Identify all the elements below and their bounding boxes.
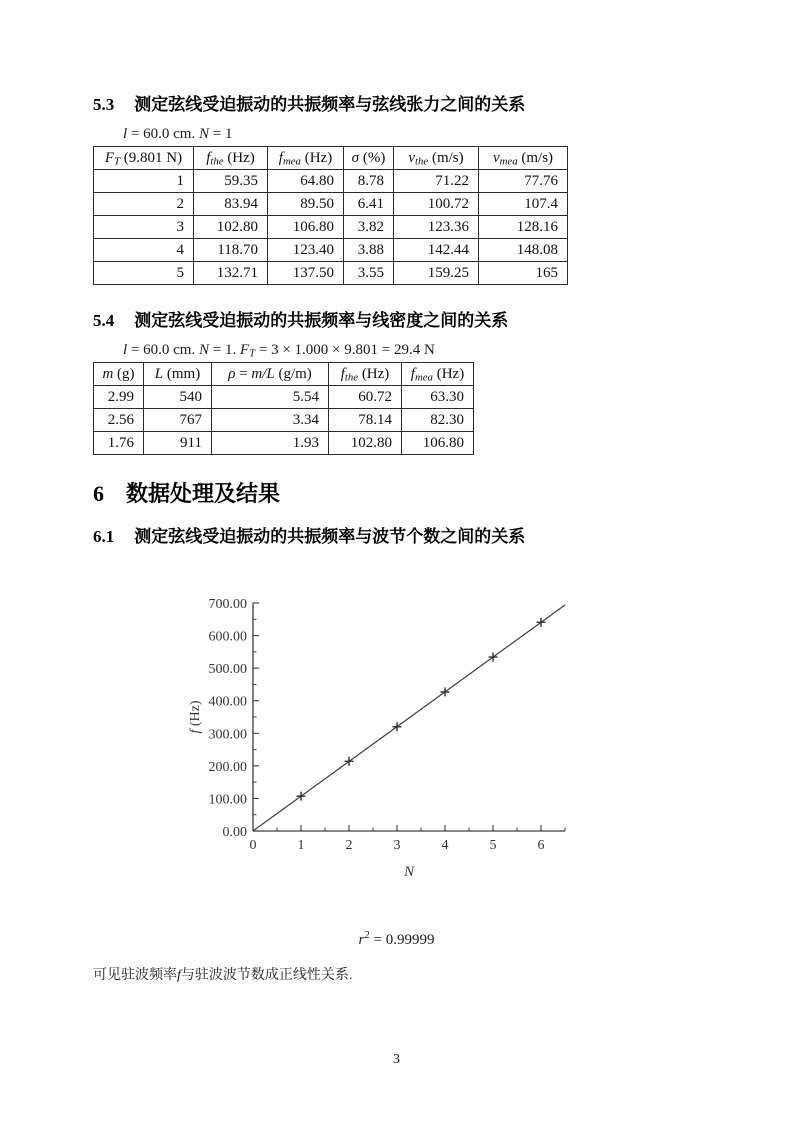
- frequency-vs-nodes-chart: [185, 588, 605, 888]
- conclusion-text: 可见驻波频率f与驻波波节数成正线性关系.: [93, 968, 353, 983]
- table-cell: 102.80: [329, 432, 402, 455]
- table-cell: 2: [94, 193, 194, 216]
- table-cell: 123.36: [394, 216, 479, 239]
- column-header: $f_{mea}$ (Hz): [402, 363, 474, 386]
- svg-text:500.00: 500.00: [208, 662, 247, 678]
- column-header: $f_{mea}$ (Hz): [268, 147, 344, 170]
- svg-text:0: 0: [249, 838, 257, 853]
- svg-text:400.00: 400.00: [208, 694, 247, 710]
- column-header: $f_{the}$ (Hz): [329, 363, 402, 386]
- table-cell: 1.93: [212, 432, 329, 455]
- svg-text:6: 6: [537, 838, 545, 853]
- table-row: [94, 170, 568, 193]
- column-header: $v_{the}$ (m/s): [394, 147, 479, 170]
- table-cell: 148.08: [479, 239, 568, 262]
- section-heading-6: [93, 477, 280, 508]
- svg-text:2: 2: [345, 838, 353, 853]
- table-cell: 137.50: [268, 262, 344, 285]
- table-cell: 128.16: [479, 216, 568, 239]
- table-cell: 71.22: [394, 170, 479, 193]
- table-header-row: [94, 363, 474, 386]
- table-cell: 165: [479, 262, 568, 285]
- page-number: 3: [393, 1052, 400, 1067]
- svg-text:300.00: 300.00: [208, 727, 247, 743]
- column-header: L (mm): [144, 363, 212, 386]
- condition-line-5-3: l = 60.0 cm. N = 1: [123, 126, 233, 142]
- table-cell: 3.34: [212, 409, 329, 432]
- section-heading-5-3: [93, 90, 525, 115]
- tension-frequency-table: [93, 146, 568, 285]
- table-cell: 5.54: [212, 386, 329, 409]
- column-header: σ (%): [344, 147, 394, 170]
- table-cell: 1.76: [94, 432, 144, 455]
- table-cell: 2.99: [94, 386, 144, 409]
- section-number: 6.1: [93, 527, 115, 546]
- condition-line-5-4: l = 60.0 cm. N = 1. $F_T = 3 \times 1.000 \times 9.801 = 29.4$ N: [123, 342, 435, 360]
- table-cell: 106.80: [268, 216, 344, 239]
- density-frequency-table: [93, 362, 474, 455]
- column-header: m (g): [94, 363, 144, 386]
- table-header-row: [94, 147, 568, 170]
- section-title: 数据处理及结果: [126, 481, 281, 506]
- y-axis-label: f (Hz): [188, 700, 203, 734]
- table-cell: 3.88: [344, 239, 394, 262]
- svg-text:5: 5: [489, 838, 497, 853]
- table-cell: 123.40: [268, 239, 344, 262]
- table-cell: 1: [94, 170, 194, 193]
- svg-text:1: 1: [297, 838, 305, 853]
- svg-text:4: 4: [441, 838, 449, 853]
- table-cell: 106.80: [402, 432, 474, 455]
- table-cell: 63.30: [402, 386, 474, 409]
- figure-container: [185, 588, 605, 888]
- table-row: [94, 193, 568, 216]
- table-cell: 89.50: [268, 193, 344, 216]
- table-row: [94, 409, 474, 432]
- table-cell: 5: [94, 262, 194, 285]
- table-cell: 2.56: [94, 409, 144, 432]
- svg-text:600.00: 600.00: [208, 629, 247, 645]
- table-cell: 59.35: [194, 170, 268, 193]
- column-header: $v_{mea}$ (m/s): [479, 147, 568, 170]
- table-cell: 132.71: [194, 262, 268, 285]
- svg-text:200.00: 200.00: [208, 759, 247, 775]
- section-number: 5.4: [93, 311, 115, 330]
- table-cell: 3.82: [344, 216, 394, 239]
- table-cell: 159.25: [394, 262, 479, 285]
- table-cell: 64.80: [268, 170, 344, 193]
- section-number: 5.3: [93, 95, 115, 114]
- column-header: ρ = m/L (g/m): [212, 363, 329, 386]
- table-row: [94, 262, 568, 285]
- table-cell: 540: [144, 386, 212, 409]
- r-squared-line: $r^2 = 0.99999$: [358, 929, 435, 948]
- table-cell: 6.41: [344, 193, 394, 216]
- section-heading-5-4: [93, 306, 508, 331]
- svg-text:100.00: 100.00: [208, 792, 247, 808]
- svg-text:3: 3: [393, 838, 401, 853]
- table-cell: 78.14: [329, 409, 402, 432]
- table-cell: 100.72: [394, 193, 479, 216]
- section-title: 测定弦线受迫振动的共振频率与波节个数之间的关系: [134, 527, 526, 546]
- table-cell: 83.94: [194, 193, 268, 216]
- table-cell: 3: [94, 216, 194, 239]
- table-row: [94, 386, 474, 409]
- svg-text:0.00: 0.00: [222, 825, 247, 840]
- table-cell: 107.4: [479, 193, 568, 216]
- section-title: 测定弦线受迫振动的共振频率与线密度之间的关系: [134, 311, 509, 330]
- section-title: 测定弦线受迫振动的共振频率与弦线张力之间的关系: [134, 95, 526, 114]
- table-cell: 82.30: [402, 409, 474, 432]
- table-cell: 3.55: [344, 262, 394, 285]
- column-header: $f_{the}$ (Hz): [194, 147, 268, 170]
- table-row: [94, 239, 568, 262]
- table-cell: 60.72: [329, 386, 402, 409]
- section-heading-6-1: [93, 522, 525, 547]
- table-row: [94, 432, 474, 455]
- svg-text:700.00: 700.00: [208, 597, 247, 612]
- table-row: [94, 216, 568, 239]
- section-number: 6: [93, 481, 104, 506]
- table-cell: 142.44: [394, 239, 479, 262]
- table-cell: 4: [94, 239, 194, 262]
- table-cell: 911: [144, 432, 212, 455]
- chart-fit-line: [253, 605, 565, 831]
- x-axis-label: N: [403, 864, 415, 880]
- column-header: $F_T$ (9.801 N): [94, 147, 194, 170]
- table-cell: 77.76: [479, 170, 568, 193]
- table-cell: 118.70: [194, 239, 268, 262]
- table-cell: 102.80: [194, 216, 268, 239]
- table-cell: 767: [144, 409, 212, 432]
- table-cell: 8.78: [344, 170, 394, 193]
